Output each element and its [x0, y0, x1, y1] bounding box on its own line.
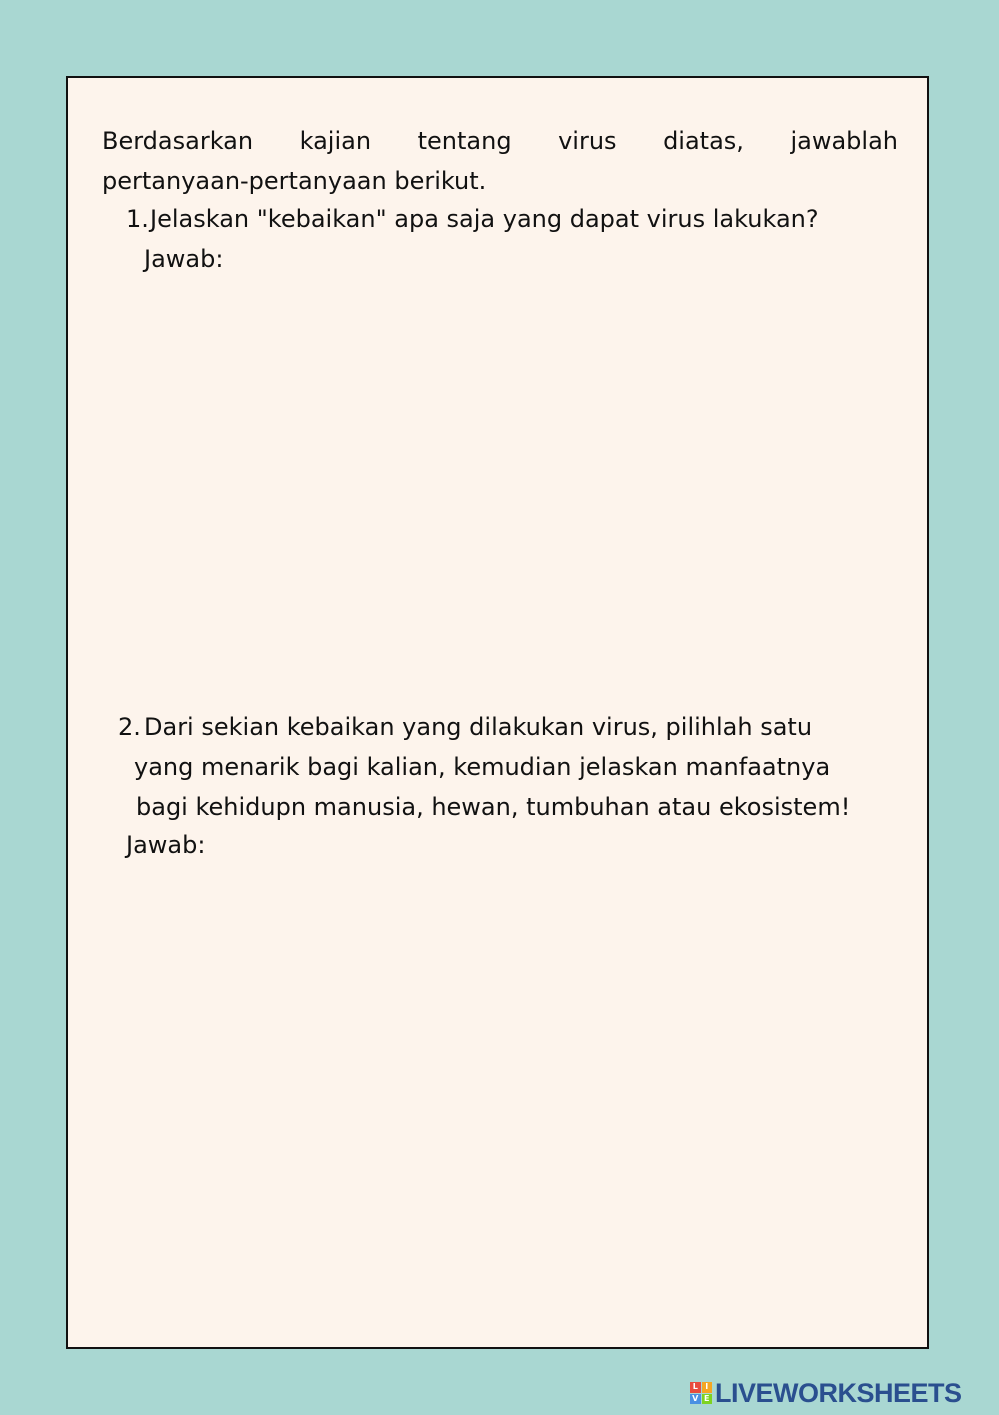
intro-text-line-2: pertanyaan-pertanyaan berikut.	[102, 167, 487, 195]
question-1-number: 1.	[126, 205, 149, 233]
question-2-number: 2.	[118, 713, 141, 741]
question-2-text-line-3: bagi kehidupn manusia, hewan, tumbuhan atau ekosistem!	[136, 793, 851, 821]
logo-letter-i: I	[702, 1382, 713, 1393]
question-2-text-line-1: Dari sekian kebaikan yang dilakukan virus, pilihlah satu	[144, 713, 813, 741]
question-1-text: Jelaskan "kebaikan" apa saja yang dapat virus lakukan?	[150, 205, 819, 233]
brand-name: LIVEWORKSHEETS	[715, 1377, 962, 1408]
liveworksheets-logo-icon	[690, 1382, 712, 1404]
liveworksheets-brand[interactable]	[690, 1378, 962, 1408]
question-2-text-line-2: yang menarik bagi kalian, kemudian jelaskan manfaatnya	[134, 753, 831, 781]
intro-text-line-1: Berdasarkan kajian tentang virus diatas, jawablah	[102, 127, 898, 155]
logo-letter-e: E	[702, 1394, 713, 1405]
logo-letter-v: V	[690, 1394, 701, 1405]
question-2-answer-label: Jawab:	[126, 831, 206, 859]
question-1-answer-area[interactable]	[108, 282, 888, 682]
question-1-answer-label: Jawab:	[144, 245, 224, 273]
worksheet-page	[66, 76, 929, 1349]
question-2-answer-area[interactable]	[108, 868, 888, 1308]
logo-letter-l: L	[690, 1382, 701, 1393]
